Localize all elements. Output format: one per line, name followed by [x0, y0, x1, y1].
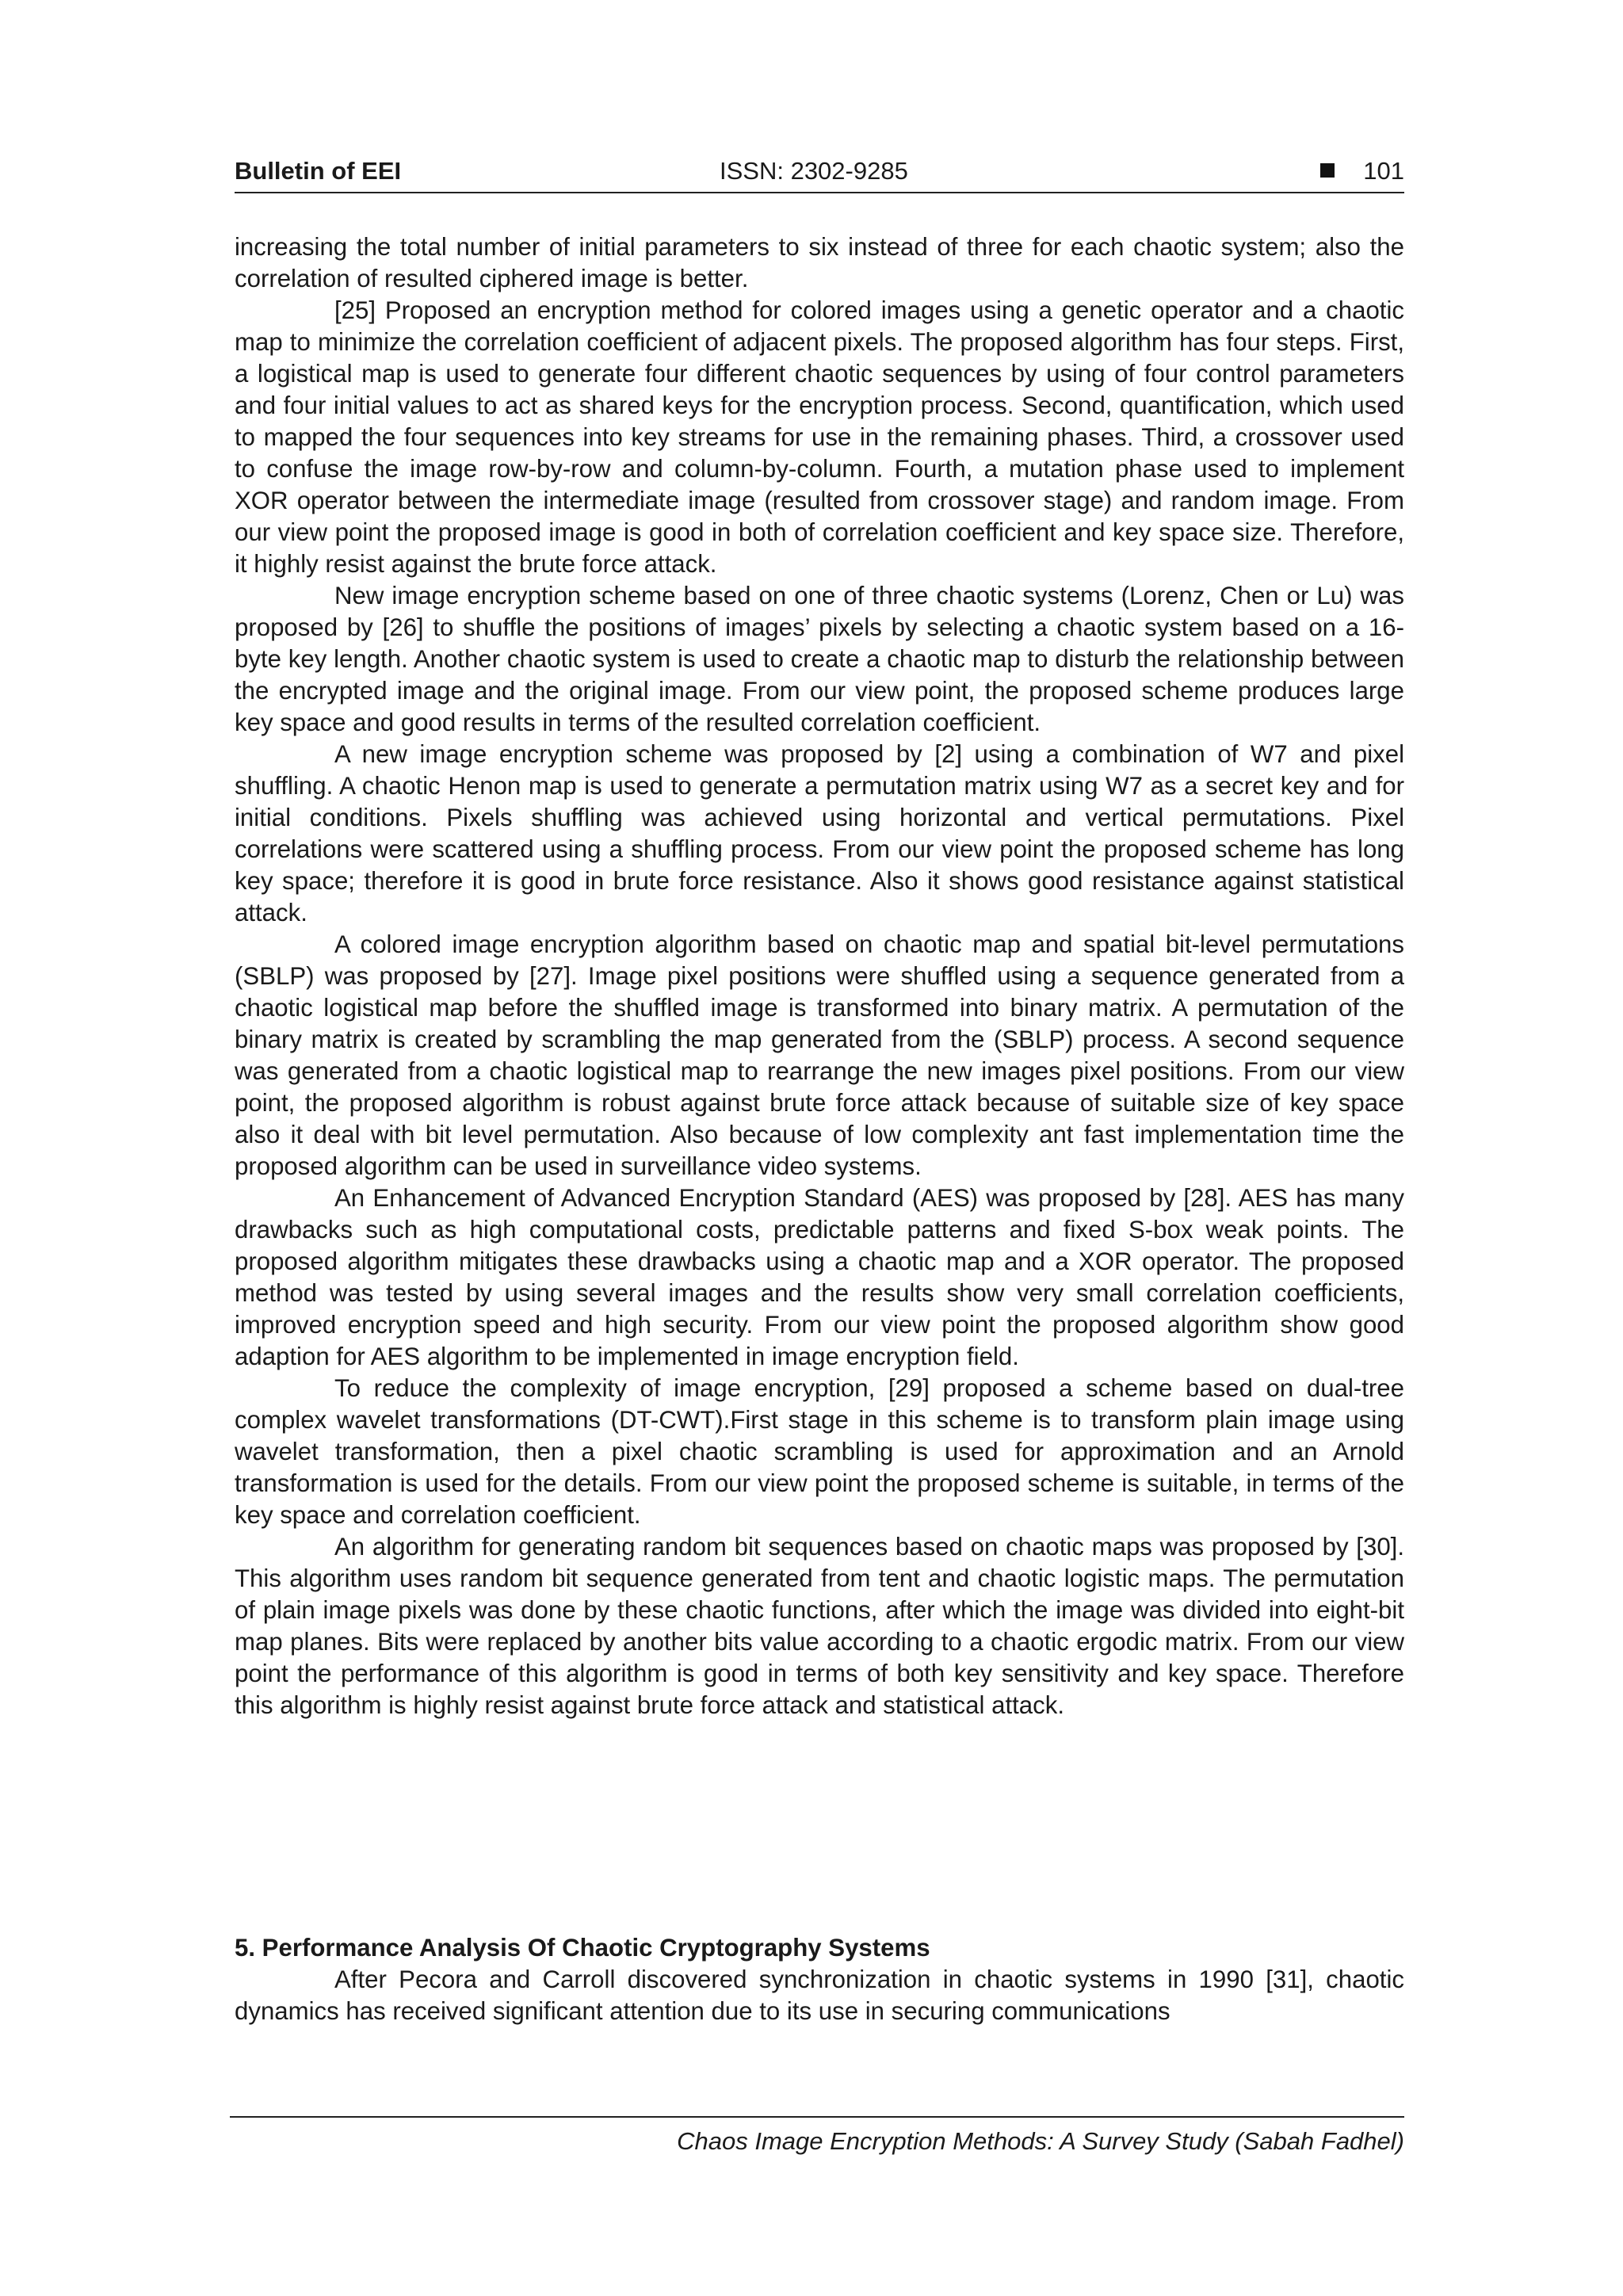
page-number: 101 [1363, 157, 1404, 185]
page-footer [230, 2116, 1404, 2156]
paragraph: increasing the total number of initial parameters to six instead of three for each chaotic system; also the correlation of resulted ciphered image is better. [235, 233, 1404, 292]
footer-title: Chaos Image Encryption Methods: A Survey Study (Sabah Fadhel) [677, 2127, 1404, 2155]
paragraph: New image encryption scheme based on one of three chaotic systems (Lorenz, Chen or Lu) was proposed by [26] to shuffle the positions of images’ pixels by selecting a chaotic system based on a 16-byte key length. Another chaotic system is used to create a chaotic map to disturb the relationship between the encrypted image and the original image. From our view point, the proposed scheme produces large key space and good results in terms of the resulted correlation coefficient. [235, 582, 1404, 736]
paragraph: An algorithm for generating random bit sequences based on chaotic maps was proposed by [30]. This algorithm uses random bit sequence generated from tent and chaotic logistic maps. The permutation of plain image pixels was done by these chaotic functions, after which the image was divided into eight-bit map planes. Bits were replaced by another bits value according to a chaotic ergodic matrix. From our view point the performance of this algorithm is good in terms of both key sensitivity and key space. Therefore this algorithm is highly resist against brute force attack and statistical attack. [235, 1533, 1404, 1719]
paragraph: A colored image encryption algorithm based on chaotic map and spatial bit-level permutations (SBLP) was proposed by [27]. Image pixel positions were shuffled using a sequence generated from a chaotic logistical map before the shuffled image is transformed into binary matrix. A permutation of the binary matrix is created by scrambling the map generated from the (SBLP) process. A second sequence was generated from a chaotic logistical map to rearrange the new images pixel positions. From our view point, the proposed algorithm is robust against brute force attack because of suitable size of key space also it deal with bit level permutation. Also because of low complexity ant fast implementation time the proposed algorithm can be used in surveillance video systems. [235, 930, 1404, 1180]
issn: ISSN: 2302-9285 [720, 157, 908, 185]
body-text [235, 231, 1404, 1721]
journal-name: Bulletin of EEI [235, 157, 402, 185]
paragraph: To reduce the complexity of image encryption, [29] proposed a scheme based on dual-tree complex wavelet transformations (DT-CWT).First stage in this scheme is to transform plain image using wavelet transformation, then a pixel chaotic scrambling is used for approximation and an Arnold transformation is used for the details. From our view point the proposed scheme is suitable, in terms of the key space and correlation coefficient. [235, 1374, 1404, 1529]
square-bullet-icon [1320, 163, 1335, 178]
page-header [235, 155, 1404, 193]
paragraph: A new image encryption scheme was proposed by [2] using a combination of W7 and pixel shuffling. A chaotic Henon map is used to generate a permutation matrix using W7 as a secret key and for initial conditions. Pixels shuffling was achieved using horizontal and vertical permutations. Pixel correlations were scattered using a shuffling process. From our view point the proposed scheme has long key space; therefore it is good in brute force resistance. Also it shows good resistance against statistical attack. [235, 740, 1404, 926]
section-5 [235, 1932, 1404, 2027]
paragraph: After Pecora and Carroll discovered synchronization in chaotic systems in 1990 [31], chaotic dynamics has received significant attention due to its use in securing communications [235, 1966, 1404, 2025]
section-heading: 5. Performance Analysis Of Chaotic Cryptography Systems [235, 1934, 930, 1962]
paragraph: An Enhancement of Advanced Encryption Standard (AES) was proposed by [28]. AES has many drawbacks such as high computational costs, predictable patterns and fixed S-box weak points. The proposed algorithm mitigates these drawbacks using a chaotic map and a XOR operator. The proposed method was tested by using several images and the results show very small correlation coefficients, improved encryption speed and high security. From our view point the proposed algorithm show good adaption for AES algorithm to be implemented in image encryption field. [235, 1184, 1404, 1370]
paragraph: [25] Proposed an encryption method for colored images using a genetic operator and a chaotic map to minimize the correlation coefficient of adjacent pixels. The proposed algorithm has four steps. First, a logistical map is used to generate four different chaotic sequences by using of four control parameters and four initial values to act as shared keys for the encryption process. Second, quantification, which used to mapped the four sequences into key streams for use in the remaining phases. Third, a crossover used to confuse the image row-by-row and column-by-column. Fourth, a mutation phase used to implement XOR operator between the intermediate image (resulted from crossover stage) and random image. From our view point the proposed image is good in both of correlation coefficient and key space size. Therefore, it highly resist against the brute force attack. [235, 296, 1404, 578]
